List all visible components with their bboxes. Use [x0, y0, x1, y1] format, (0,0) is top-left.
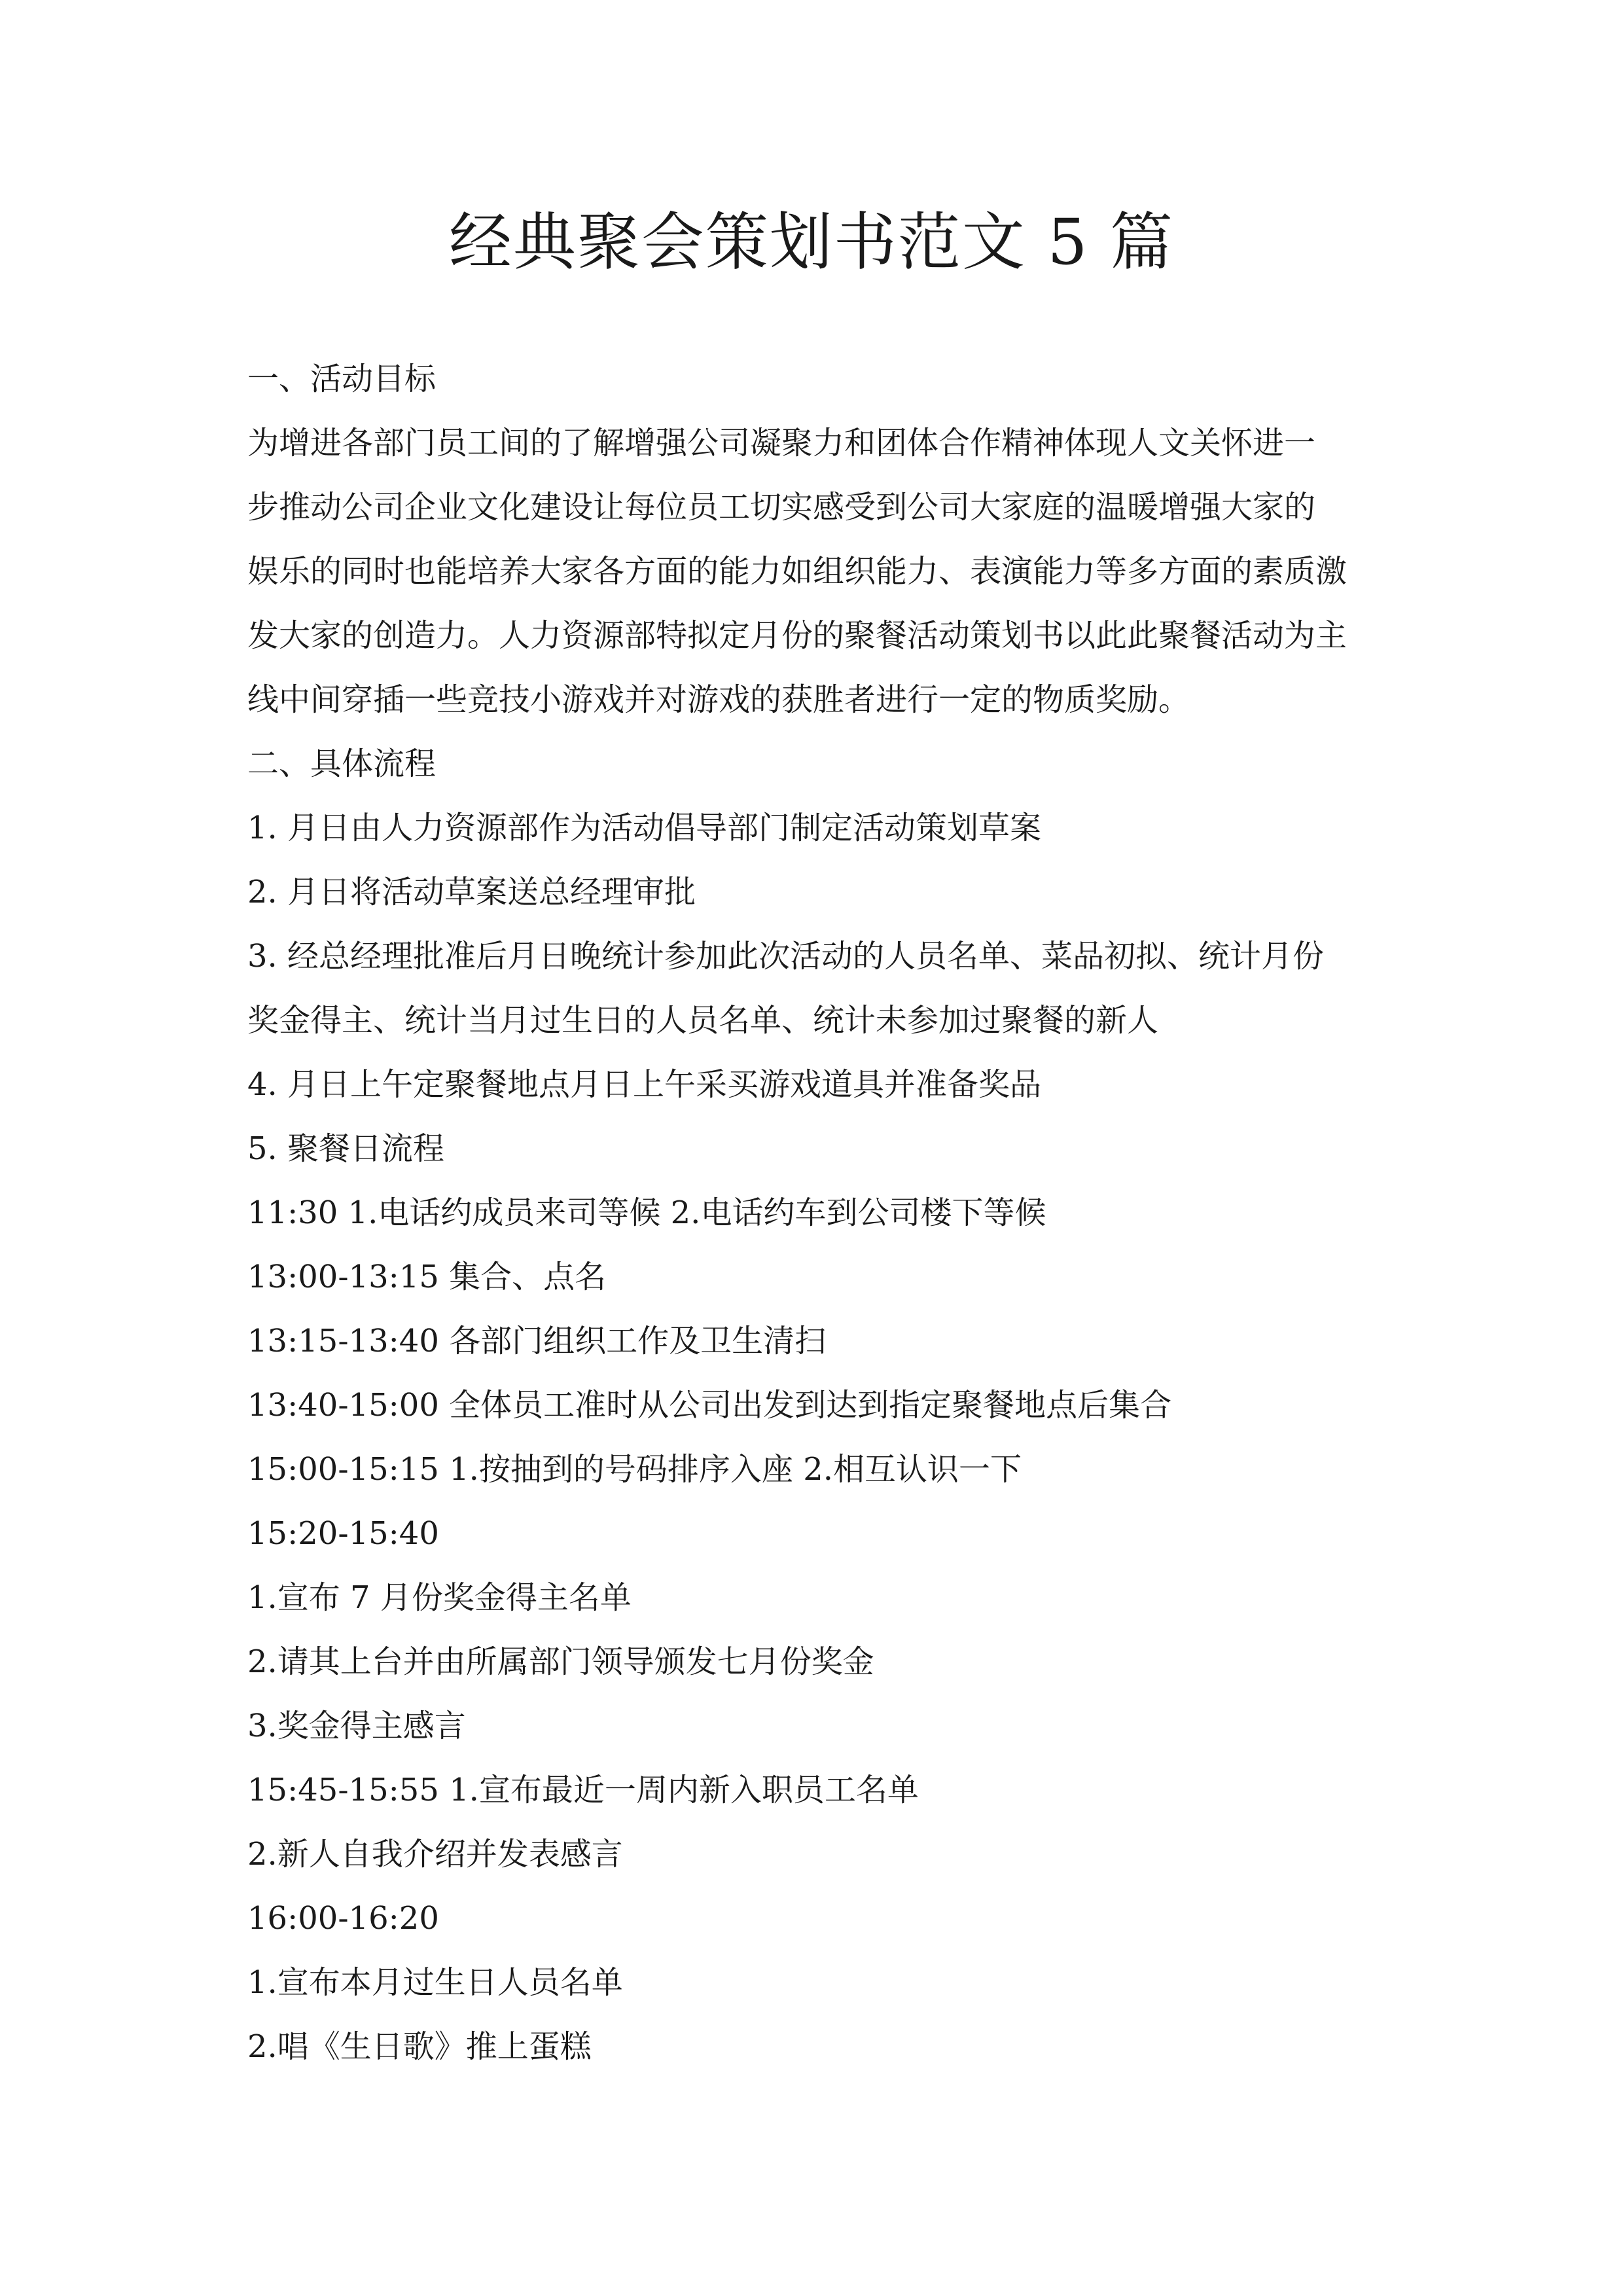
goals-paragraph: [247, 411, 1389, 732]
step-item: 4. 月日上午定聚餐地点月日上午采买游戏道具并准备奖品: [247, 1066, 1042, 1103]
process-steps: [247, 796, 1389, 1181]
paragraph-line: 为增进各部门员工间的了解增强公司凝聚力和团体合作精神体现人文关怀进一: [247, 425, 1316, 461]
step-item: 1. 月日由人力资源部作为活动倡导部门制定活动策划草案: [247, 810, 1042, 846]
document-body: [247, 347, 1389, 2079]
schedule-item: 15:00-15:15 1.按抽到的号码排序入座 2.相互认识一下: [247, 1451, 1022, 1488]
schedule-item: 13:40-15:00 全体员工准时从公司出发到达到指定聚餐地点后集合: [247, 1387, 1172, 1424]
paragraph-line: 步推动公司企业文化建设让每位员工切实感受到公司大家庭的温暖增强大家的: [247, 489, 1316, 526]
schedule-item: 2.唱《生日歌》推上蛋糕: [247, 2028, 592, 2065]
paragraph-line: 线中间穿插一些竞技小游戏并对游戏的获胜者进行一定的物质奖励。: [247, 681, 1190, 718]
schedule-item: 16:00-16:20: [247, 1900, 439, 1937]
section-heading-process: 二、具体流程: [247, 745, 437, 782]
schedule-item: 2.新人自我介绍并发表感言: [247, 1836, 623, 1873]
schedule-item: 11:30 1.电话约成员来司等候 2.电话约车到公司楼下等候: [247, 1194, 1046, 1231]
schedule-list: [247, 1181, 1389, 2079]
step-item: 3. 经总经理批准后月日晚统计参加此次活动的人员名单、菜品初拟、统计月份: [247, 938, 1325, 975]
step-item: 2. 月日将活动草案送总经理审批: [247, 874, 696, 910]
paragraph-line: 娱乐的同时也能培养大家各方面的能力如组织能力、表演能力等多方面的素质激: [247, 553, 1347, 590]
schedule-item: 15:45-15:55 1.宣布最近一周内新入职员工名单: [247, 1772, 919, 1808]
schedule-item: 13:00-13:15 集合、点名: [247, 1259, 607, 1295]
document-title: 经典聚会策划书范文 5 篇: [448, 206, 1175, 279]
schedule-item: 13:15-13:40 各部门组织工作及卫生清扫: [247, 1323, 827, 1359]
schedule-item: 2.请其上台并由所属部门领导颁发七月份奖金: [247, 1643, 874, 1680]
step-item-continued: 奖金得主、统计当月过生日的人员名单、统计未参加过聚餐的新人: [247, 1002, 1159, 1039]
schedule-item: 1.宣布本月过生日人员名单: [247, 1964, 623, 2001]
schedule-item: 15:20-15:40: [247, 1515, 439, 1552]
step-item: 5. 聚餐日流程: [247, 1130, 445, 1167]
section-heading-goals: 一、活动目标: [247, 361, 437, 397]
paragraph-line: 发大家的创造力。人力资源部特拟定月份的聚餐活动策划书以此此聚餐活动为主: [247, 617, 1347, 654]
schedule-item: 3.奖金得主感言: [247, 1708, 466, 1744]
schedule-item: 1.宣布 7 月份奖金得主名单: [247, 1579, 632, 1616]
